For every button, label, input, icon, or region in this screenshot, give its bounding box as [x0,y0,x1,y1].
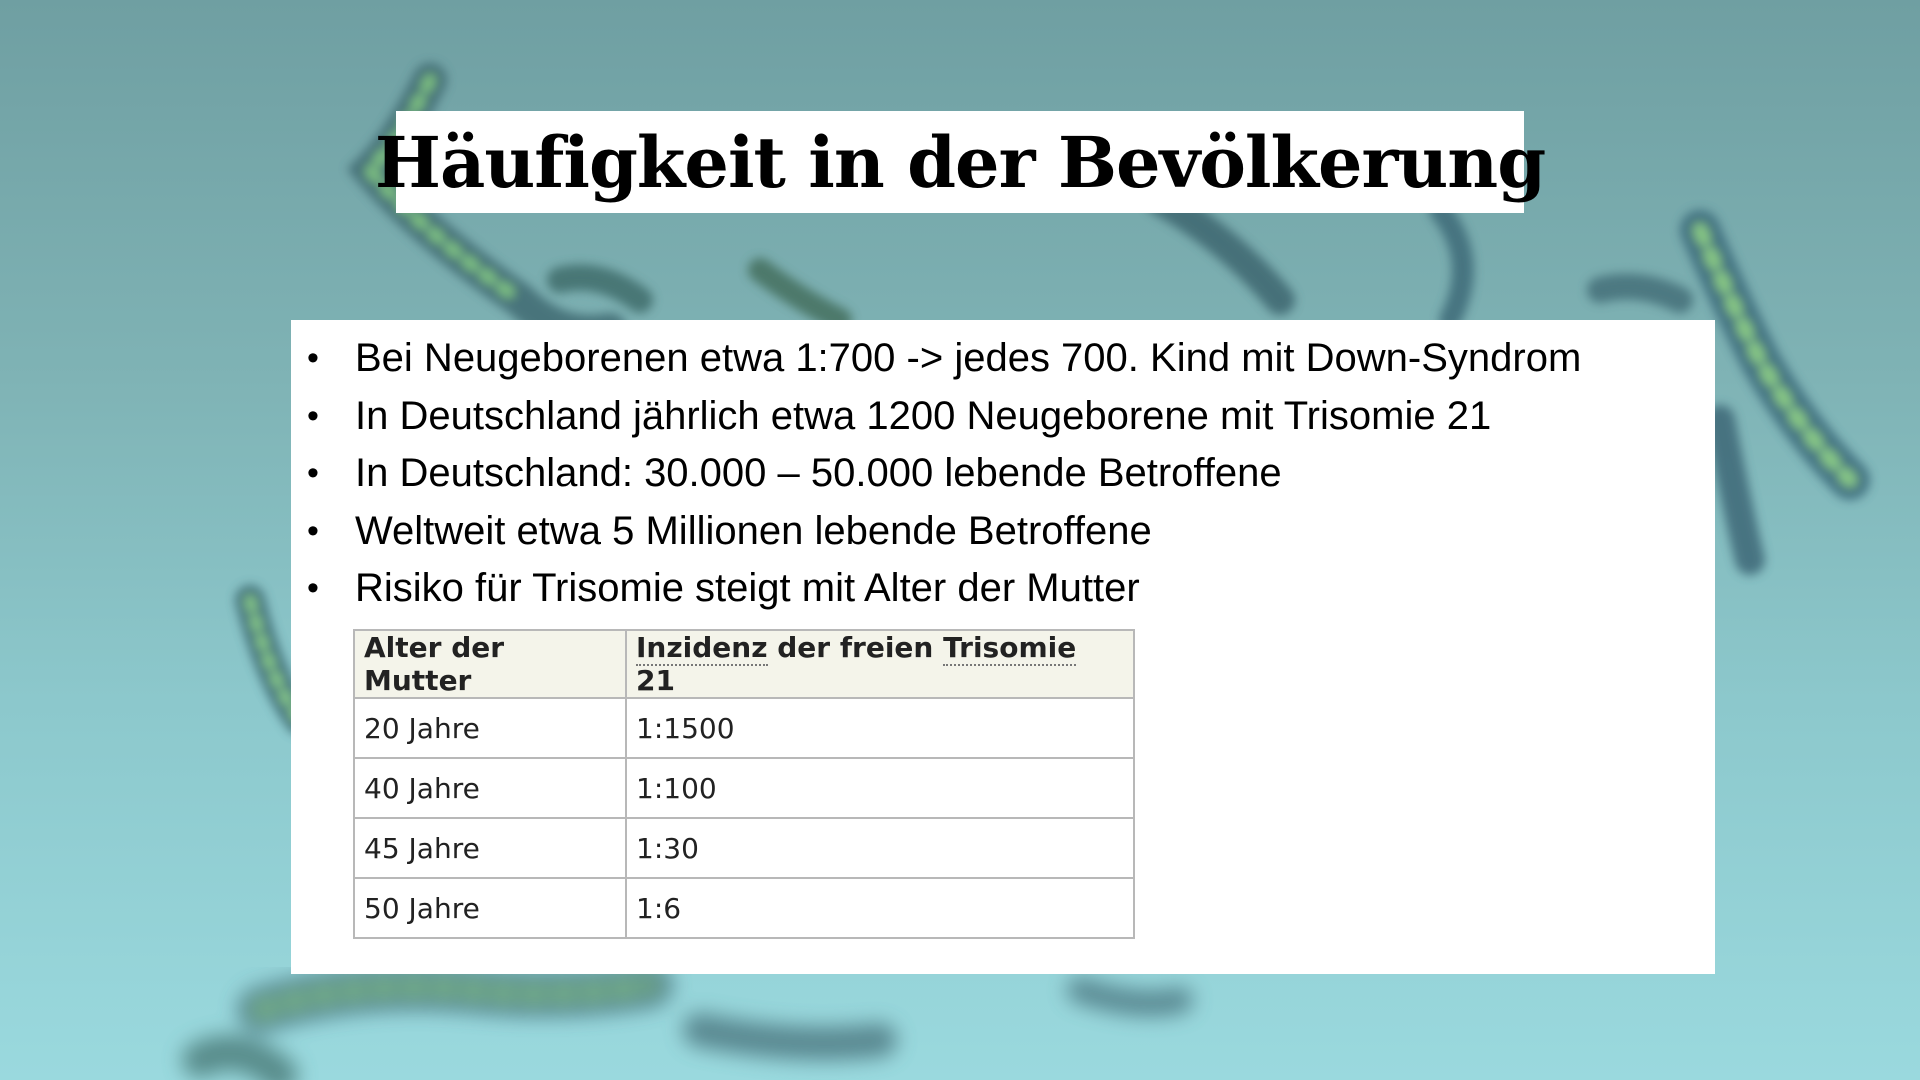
bullet-item [307,503,1581,561]
bullet-item [307,445,1581,503]
cell-age: 50 Jahre [354,878,626,938]
cell-age: 45 Jahre [354,818,626,878]
header-cell-incidence [626,630,1134,698]
bullet-list [307,330,1581,618]
cell-incidence: 1:1500 [626,698,1134,758]
bullet-icon: • [307,454,319,492]
title-panel [374,111,1546,213]
bullet-text: Bei Neugeborenen etwa 1:700 -> jedes 700. Kind mit Down-Syndrom [355,336,1582,380]
bullet-text: In Deutschland: 30.000 – 50.000 lebende Betroffene [355,451,1282,495]
bullet-item [307,330,1581,388]
cell-age: 40 Jahre [354,758,626,818]
table-row [354,758,1134,818]
table-header-row [354,630,1134,698]
content-panel [291,320,1715,974]
cell-incidence: 1:100 [626,758,1134,818]
header-link-trisomie[interactable]: Trisomie [943,631,1077,664]
table-row [354,698,1134,758]
cell-incidence: 1:30 [626,818,1134,878]
bullet-text: Weltweit etwa 5 Millionen lebende Betroffene [355,508,1152,553]
bullet-icon: • [307,339,319,377]
incidence-table [353,629,1135,939]
bullet-icon: • [307,396,319,435]
bullet-text: Risiko für Trisomie steigt mit Alter der Mutter [355,566,1140,610]
table-row [354,818,1134,878]
bullet-icon: • [307,511,319,550]
header-link-inzidenz[interactable]: Inzidenz [636,631,768,664]
cell-incidence: 1:6 [626,878,1134,938]
bullet-icon: • [307,569,319,607]
table-row [354,878,1134,938]
incidence-table-container [353,629,1135,939]
bullet-item [307,388,1581,446]
header-cell-age: Alter der Mutter [354,630,626,698]
header-text-end: 21 [636,664,675,697]
bullet-item [307,560,1581,618]
bullet-text: In Deutschland jährlich etwa 1200 Neugeborene mit Trisomie 21 [355,393,1492,438]
header-text-middle: der freien [767,631,944,664]
cell-age: 20 Jahre [354,698,626,758]
slide-title: Häufigkeit in der Bevölkerung [374,120,1546,204]
